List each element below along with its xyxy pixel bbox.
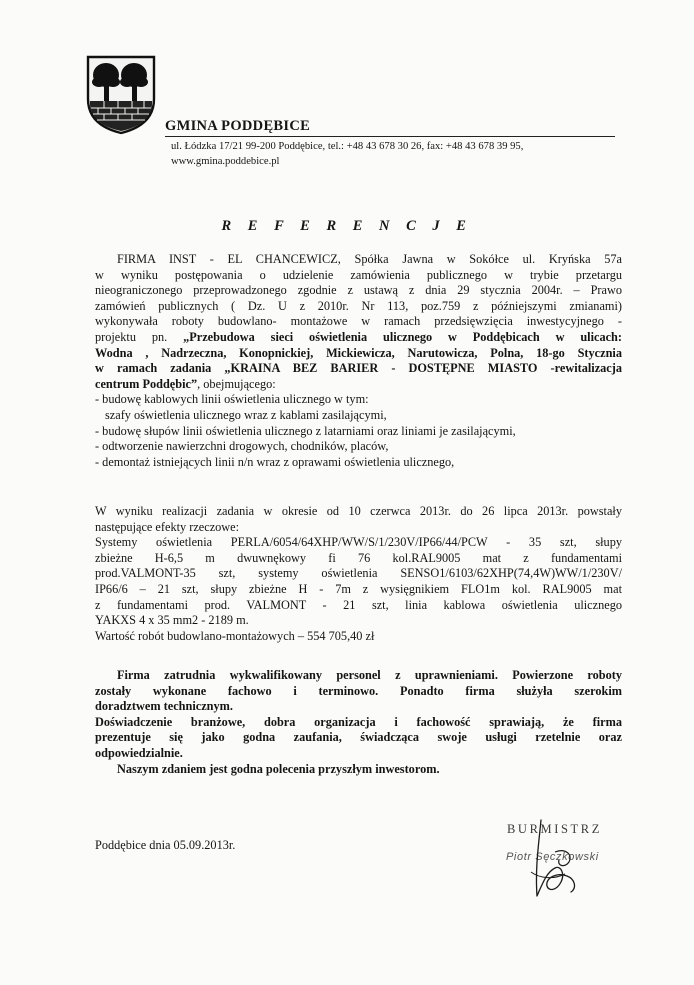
project-name-line bbox=[95, 330, 622, 346]
place-and-date: Poddębice dnia 05.09.2013r. bbox=[95, 838, 236, 852]
text-line: doradztwem technicznym. bbox=[95, 699, 233, 714]
coat-of-arms-icon bbox=[86, 55, 156, 135]
organization-name: GMINA PODDĘBICE bbox=[165, 118, 311, 134]
text-line: następujące efekty rzeczowe: bbox=[95, 519, 240, 534]
text-line: zamówień publicznych ( Dz. U z 2010r. Nr 113, poz.759 z późniejszymi zmianami) bbox=[95, 298, 622, 313]
paragraph-recommendation bbox=[95, 668, 622, 777]
header-divider bbox=[165, 136, 615, 137]
text-line bbox=[95, 377, 622, 393]
text-line: Firma zatrudnia wykwalifikowany personel z uprawnieniami. Powierzone roboty bbox=[117, 668, 622, 682]
text-line: YAKXS 4 x 35 mm2 - 2189 m. bbox=[95, 613, 249, 628]
list-item: - budowę kablowych linii oświetlenia ulicznego w tym: bbox=[95, 392, 369, 407]
text-line: nieograniczonego przeprowadzonego zgodnie z ustawą z dnia 29 stycznia 2004r. – Prawo bbox=[95, 283, 622, 298]
text-line: zbieżne H-6,5 m dwuwnękowy fi 76 kol.RAL9005 mat z fundamentami bbox=[95, 550, 622, 565]
text-line: odpowiedzialnie. bbox=[95, 745, 183, 760]
text-line: prod.VALMONT-35 szt, systemy oświetlenia SENSO1/6103/62XHP(74,4W)WW/1/230V/ bbox=[95, 566, 622, 581]
text-line: Naszym zdaniem jest godna polecenia przyszłym inwestorom. bbox=[117, 761, 440, 776]
list-item: - budowę słupów linii oświetlenia ulicznego z latarniami oraz liniami je zasilającymi, bbox=[95, 423, 516, 438]
text-line: z fundamentami prod. VALMONT - 21 szt, linia kablowa oświetlenia ulicznego bbox=[95, 597, 622, 612]
document-title: R E F E R E N C J E bbox=[221, 218, 473, 234]
text-line: Doświadczenie branżowe, dobra organizacja i fachowość sprawiają, że firma bbox=[95, 714, 622, 729]
project-name-end: centrum Poddębic” bbox=[95, 376, 198, 391]
signature-icon bbox=[495, 812, 625, 902]
list-item: - demontaż istniejących linii n/n wraz z oprawami oświetlenia ulicznego, bbox=[95, 454, 455, 469]
text-line: zostały wykonane fachowo i terminowo. Ponadto firma służyła szerokim bbox=[95, 683, 622, 698]
stamp-name: Piotr Sęczkowski bbox=[506, 851, 599, 863]
website: www.gmina.poddebice.pl bbox=[171, 156, 280, 167]
text-line: IP66/6 – 21 szt, słupy zbieżne H - 7m z wysięgnikiem FLO1m kol. RAL9005 mat bbox=[95, 581, 622, 596]
text-line: FIRMA INST - EL CHANCEWICZ, Spółka Jawna w Sokółce ul. Kryńska 57a bbox=[117, 252, 622, 266]
list-item: szafy oświetlenia ulicznego wraz z kablami zasilającymi, bbox=[105, 407, 387, 422]
paragraph-intro bbox=[95, 252, 622, 470]
text-fragment: , obejmującego: bbox=[197, 376, 276, 391]
paragraph-results bbox=[95, 504, 622, 644]
text-line: wykonywała roboty budowlano- montażowe w ramach przedsięwzięcia inwestycyjnego - bbox=[95, 314, 622, 329]
text-line: w ramach zadania „KRAINA BEZ BARIER - DOSTĘPNE MIASTO -rewitalizacja bbox=[95, 361, 622, 376]
address-line: ul. Łódzka 17/21 99-200 Poddębice, tel.: +48 43 678 30 26, fax: +48 43 678 39 95, bbox=[171, 141, 524, 152]
text-line: Systemy oświetlenia PERLA/6054/64XHP/WW/S/1/230V/IP66/44/PCW - 35 szt, słupy bbox=[95, 535, 622, 550]
text-fragment: projektu pn. bbox=[95, 329, 184, 344]
text-line: prezentuje się jako godna zaufania, świadcząca swoje usługi rzetelnie oraz bbox=[95, 730, 622, 745]
text-line: W wyniku realizacji zadania w okresie od 10 czerwca 2013r. do 26 lipca 2013r. powstały bbox=[95, 504, 622, 518]
list-item: - odtworzenie nawierzchni drogowych, chodników, placów, bbox=[95, 439, 389, 454]
text-line: Wodna , Nadrzeczna, Konopnickiej, Mickiewicza, Narutowicza, Polna, 18-go Stycznia bbox=[95, 345, 622, 360]
text-line: w wyniku postępowania o udzielenie zamówienia publicznego w trybie przetargu bbox=[95, 267, 622, 282]
project-name: „Przebudowa sieci oświetlenia ulicznego w Poddębicach w ulicach: bbox=[183, 329, 622, 344]
contract-value: Wartość robót budowlano-montażowych – 554 705,40 zł bbox=[95, 628, 375, 643]
stamp-title: BURMISTRZ bbox=[507, 822, 602, 836]
